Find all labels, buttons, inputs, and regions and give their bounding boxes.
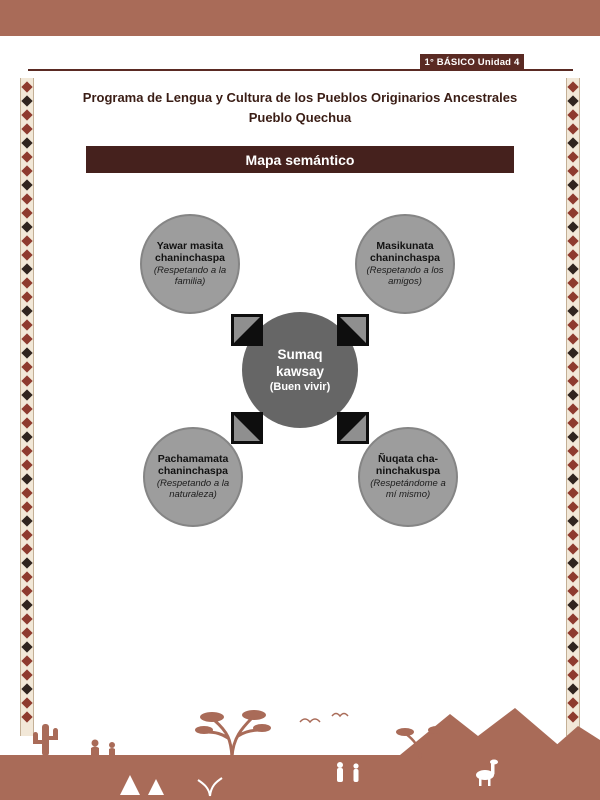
map-node-friends bbox=[355, 214, 455, 314]
map-node-subtitle: (Respetándome a mí mismo) bbox=[370, 478, 446, 501]
map-node-subtitle: (Respetando a la familia) bbox=[153, 265, 227, 288]
map-node-title: Pachamamata chaninchaspa bbox=[157, 452, 229, 478]
pattern-diamond bbox=[21, 305, 32, 316]
pattern-diamond bbox=[567, 585, 578, 596]
pattern-diamond bbox=[21, 347, 32, 358]
map-node-title: Yawar masita chaninchaspa bbox=[154, 239, 226, 265]
pattern-diamond bbox=[567, 613, 578, 624]
map-node-subtitle: (Respetando a la naturaleza) bbox=[156, 478, 230, 501]
pattern-diamond bbox=[567, 193, 578, 204]
pattern-diamond bbox=[567, 333, 578, 344]
pattern-diamond bbox=[21, 627, 32, 638]
pattern-diamond bbox=[21, 235, 32, 246]
map-node-self bbox=[358, 427, 458, 527]
unit-badge: 1° BÁSICO Unidad 4 bbox=[420, 54, 524, 71]
pattern-diamond bbox=[21, 179, 32, 190]
pattern-diamond bbox=[567, 683, 578, 694]
pattern-diamond bbox=[21, 417, 32, 428]
pattern-diamond bbox=[567, 501, 578, 512]
program-title-line1: Programa de Lengua y Cultura de los Pueblos Originarios Ancestrales bbox=[82, 90, 518, 105]
pattern-diamond bbox=[567, 641, 578, 652]
pattern-diamond bbox=[21, 389, 32, 400]
map-node-family bbox=[140, 214, 240, 314]
pattern-diamond bbox=[567, 599, 578, 610]
pattern-diamond bbox=[21, 543, 32, 554]
pattern-diamond bbox=[21, 165, 32, 176]
pattern-diamond bbox=[567, 361, 578, 372]
pattern-diamond bbox=[567, 459, 578, 470]
pattern-diamond bbox=[21, 529, 32, 540]
pattern-diamond bbox=[567, 319, 578, 330]
pattern-diamond bbox=[567, 529, 578, 540]
pattern-diamond bbox=[21, 123, 32, 134]
pattern-diamond bbox=[21, 459, 32, 470]
section-title-banner bbox=[86, 146, 514, 173]
pattern-diamond bbox=[567, 417, 578, 428]
section-title: Mapa semántico bbox=[245, 151, 355, 168]
pattern-diamond bbox=[567, 109, 578, 120]
pattern-diamond bbox=[567, 207, 578, 218]
pattern-diamond bbox=[567, 277, 578, 288]
pattern-diamond bbox=[567, 305, 578, 316]
map-node-title: Ñuqata cha-ninchakuspa bbox=[375, 452, 441, 478]
textile-pattern-strip-left bbox=[20, 78, 34, 736]
pattern-diamond bbox=[21, 193, 32, 204]
pattern-diamond bbox=[21, 557, 32, 568]
connector-arrow-top-right-icon bbox=[337, 314, 369, 346]
map-node-subtitle: (Respetando a los amigos) bbox=[366, 265, 444, 288]
map-node-title: Masikunata chaninchaspa bbox=[369, 239, 441, 265]
map-center-title: Sumaq kawsay bbox=[275, 347, 325, 379]
pattern-diamond bbox=[567, 123, 578, 134]
pattern-diamond bbox=[567, 137, 578, 148]
pattern-diamond bbox=[21, 375, 32, 386]
pattern-diamond bbox=[567, 151, 578, 162]
pattern-diamond bbox=[21, 641, 32, 652]
document-title bbox=[50, 88, 550, 128]
pattern-diamond bbox=[567, 95, 578, 106]
pattern-diamond bbox=[567, 557, 578, 568]
tree-icon bbox=[195, 710, 271, 757]
pattern-diamond bbox=[21, 515, 32, 526]
pattern-diamond bbox=[21, 599, 32, 610]
pattern-diamond bbox=[21, 361, 32, 372]
pattern-diamond bbox=[21, 333, 32, 344]
pattern-diamond bbox=[567, 221, 578, 232]
pattern-diamond bbox=[21, 445, 32, 456]
pattern-diamond bbox=[21, 221, 32, 232]
connector-arrow-bottom-right-icon bbox=[337, 412, 369, 444]
pattern-diamond bbox=[21, 655, 32, 666]
pattern-diamond bbox=[567, 627, 578, 638]
pattern-diamond bbox=[567, 291, 578, 302]
pattern-diamond bbox=[567, 347, 578, 358]
pattern-diamond bbox=[567, 179, 578, 190]
connector-arrow-top-left-icon bbox=[231, 314, 263, 346]
pattern-diamond bbox=[21, 277, 32, 288]
pattern-diamond bbox=[21, 207, 32, 218]
textile-pattern-strip-right bbox=[566, 78, 580, 736]
pattern-diamond bbox=[567, 375, 578, 386]
pattern-diamond bbox=[567, 249, 578, 260]
pattern-diamond bbox=[567, 571, 578, 582]
people-silhouettes-icon bbox=[91, 740, 115, 758]
pattern-diamond bbox=[21, 109, 32, 120]
pattern-diamond bbox=[567, 235, 578, 246]
pattern-diamond bbox=[567, 263, 578, 274]
pattern-diamond bbox=[21, 403, 32, 414]
pattern-diamond bbox=[21, 151, 32, 162]
pattern-diamond bbox=[567, 445, 578, 456]
top-color-bar bbox=[0, 0, 600, 36]
pattern-diamond bbox=[567, 389, 578, 400]
program-title-line2: Pueblo Quechua bbox=[248, 110, 352, 125]
pattern-diamond bbox=[21, 81, 32, 92]
pattern-diamond bbox=[567, 515, 578, 526]
pattern-diamond bbox=[21, 669, 32, 680]
cactus-icon bbox=[33, 724, 58, 756]
pattern-diamond bbox=[21, 249, 32, 260]
pattern-diamond bbox=[21, 683, 32, 694]
birds-icon bbox=[300, 714, 348, 723]
map-center-subtitle: (Buen vivir) bbox=[269, 380, 331, 393]
footer-band bbox=[0, 755, 600, 800]
pattern-diamond bbox=[567, 431, 578, 442]
pattern-diamond bbox=[21, 487, 32, 498]
footer-landscape-art bbox=[0, 700, 600, 800]
pattern-diamond bbox=[21, 501, 32, 512]
map-node-nature bbox=[143, 427, 243, 527]
pattern-diamond bbox=[567, 655, 578, 666]
connector-arrow-bottom-left-icon bbox=[231, 412, 263, 444]
pattern-diamond bbox=[21, 613, 32, 624]
pattern-diamond bbox=[567, 403, 578, 414]
pattern-diamond bbox=[567, 473, 578, 484]
pattern-diamond bbox=[21, 319, 32, 330]
pattern-diamond bbox=[21, 585, 32, 596]
pattern-diamond bbox=[21, 473, 32, 484]
pattern-diamond bbox=[567, 669, 578, 680]
pattern-diamond bbox=[21, 263, 32, 274]
pattern-diamond bbox=[567, 543, 578, 554]
header-divider bbox=[28, 69, 573, 71]
pattern-diamond bbox=[567, 165, 578, 176]
pattern-diamond bbox=[21, 137, 32, 148]
pattern-diamond bbox=[567, 487, 578, 498]
pattern-diamond bbox=[567, 81, 578, 92]
pattern-diamond bbox=[21, 571, 32, 582]
pattern-diamond bbox=[21, 95, 32, 106]
pattern-diamond bbox=[21, 431, 32, 442]
pattern-diamond bbox=[21, 291, 32, 302]
